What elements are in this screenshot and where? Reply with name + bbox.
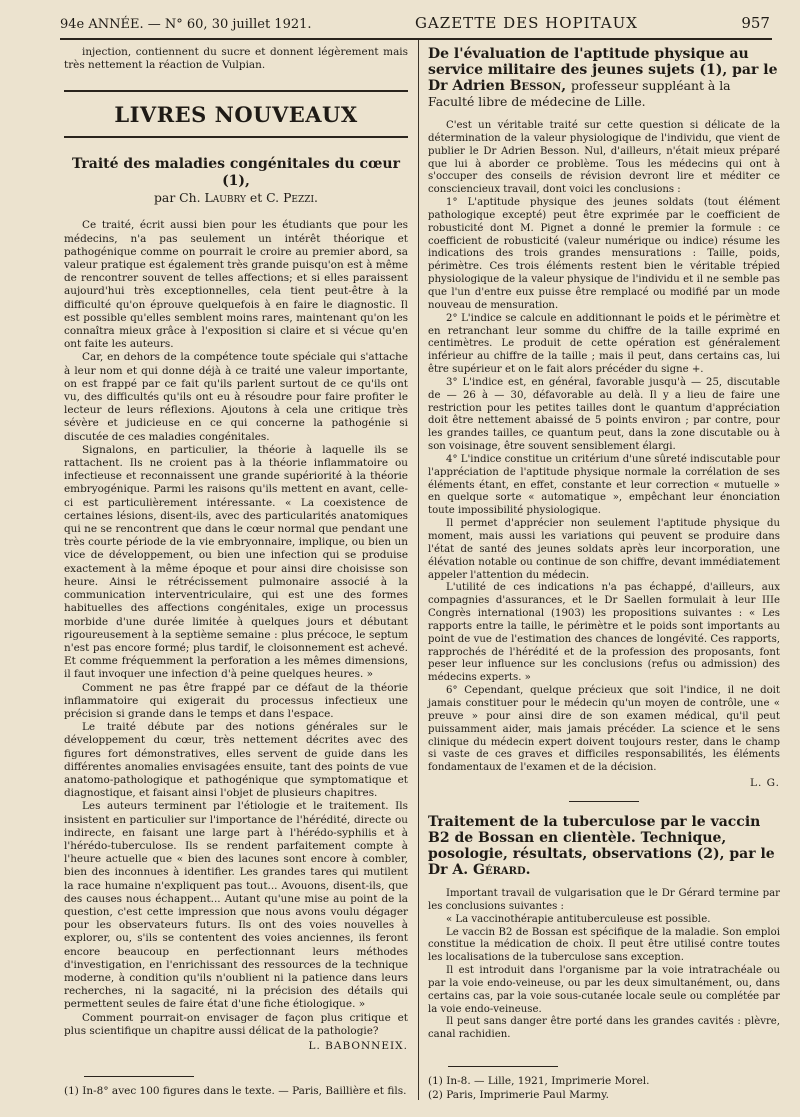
review-paragraph: Le traité débute par des notions générales sur le développement du cœur, très nettement décrites avec des figures fort démonstratives, elles servent de guide dans les différentes anomalies envisagées ensuite, tant des points de vue anatomo-pathologique et pathogénique que symptomatique et diagnostique, et faisant ainsi l'objet de plusieurs chapitres. [64,721,408,800]
review-paragraph: 4° L'indice constitue un critérium d'une sûreté indiscutable pour l'appréciation de l'aptitude physique normale la corrélation de ses éléments étant, en effet, constante et leur correction « mutuelle » en quelque sorte « automatique », empêchant leur énonciation toute impossibilité physiologique. [428,453,780,517]
review-title-text: De l'évaluation de l'aptitude physique au service militaire des jeunes sujets (1), par le Dr Adrien [428,46,778,94]
signature: L. G. [750,777,780,790]
review-title-tuberculose [428,814,780,878]
review-paragraph: Car, en dehors de la compétence toute spéciale qui s'attache à leur nom et qui donne déjà à ce traité une valeur importante, on est frappé par ce fait qu'ils parlent surtout de ce qu'ils ont vu, des difficultés qu'ils ont eu à résoudre pour faire profiter le lecteur de leurs réflexions. Ajoutons à cela une critique très sévère et judicieuse en ce qui concerne la pathogénie si discutée de ces maladies congénitales. [64,351,408,443]
footnote: (2) Paris, Imprimerie Paul Marmy. [428,1088,609,1101]
authors-mid: et C. [249,190,280,206]
page-number: 957 [741,14,770,32]
review-paragraph: Il peut sans danger être porté dans les grandes cavités : plèvre, canal rachidien. [428,1016,780,1041]
review-title-aptitude [428,46,780,110]
review-paragraph: 1° L'aptitude physique des jeunes soldats (tout élément pathologique excepté) peut être exprimée par le coefficient de robusticité dont M. Pignet a donné le premier la formule : ce coefficient de robusticité (valeur numérique ou indice) résume les indications des trois grandes mensurations : Taille, poids, périmètre. Ces trois éléments restent bien le véritable trépied physiologique de la valeur physique de l'individu et il ne semble pas que l'un d'entre eux puisse être remplacé ou modifié par un mode nouveau de mensuration. [428,197,780,311]
review-paragraph: Comment ne pas être frappé par ce défaut de la théorie inflammatoire qui exigerait du processus infectieux une précision si grande dans le temps et dans l'espace. [64,681,408,720]
separator-rule [569,801,639,802]
footnote: (1) In-8. — Lille, 1921, Imprimerie Morel. [428,1075,650,1088]
review-paragraph: Ce traité, écrit aussi bien pour les étudiants que pour les médecins, n'a pas seulement un intérêt théorique et pathogénique comme on pourrait le croire au premier abord, sa valeur pratique est également très grande puisqu'on est à même de rencontrer souvent de telles affections; et si elles paraissent aujourd'hui très exceptionnelles, cela tient peut-être à la difficulté qu'on éprouve quelquefois à en faire le diagnostic. Il est possible qu'elles semblent moins rares, maintenant qu'on les connaîtra mieux grâce à l'exposition si claire et si vécue qu'en ont faite les auteurs. [64,219,408,351]
book-authors [64,190,408,205]
review-paragraph: C'est un véritable traité sur cette question si délicate de la détermination de la valeur physiologique de l'individu, que vient de publier le Dr Adrien Besson. Nul, d'ailleurs, n'était mieux préparé que lui à aborder ce problème. Tous les médecins qui ont à s'occuper des conseils de révision devront lire et méditer ce consciencieux travail, dont voici les conclusions : [428,120,780,196]
footnote-rule [448,1066,558,1067]
review-paragraph: Les auteurs terminent par l'étiologie et le traitement. Ils insistent en particulier sur l'importance de l'hérédité, directe ou indirecte, en faisant une large part à l'hérédo-syphilis et à l'hérédo-tuberculose. Ils se rendent parfaitement compte à l'heure actuelle que « bien des lacunes sont encore à combler, bien des inconnues à identifier. Les grandes tares qui mutilent la race humaine n'expliquent pas tout... Avouons, disent-ils, que des causes nous échappent... Autant qu'une mise au point de la question, c'est cette impression que nous avons voulu dégager pour les observateurs futurs. Ils ont des voies nouvelles à explorer, ou, s'ils se contentent des voies anciennes, ils feront encore beaucoup en perfectionnant leurs méthodes d'investigation, en l'enrichissant des ressources de la technique moderne, à condition qu'ils n'oublient ni la patience dans leurs recherches, ni la sagacité, ni la précision des détails qui permettent seules de faire état d'une fiche étiologique. » [64,800,408,1011]
review-paragraph: Le vaccin B2 de Bossan est spécifique de la maladie. Son emploi constitue la médication de choix. Il peut être utilisé contre toutes les localisations de la tuberculose sans exception. [428,926,780,964]
section-title: LIVRES NOUVEAUX [64,90,408,138]
left-column [64,46,408,1099]
column-divider [418,40,419,1100]
journal-name: GAZETTE DES HOPITAUX [414,14,638,32]
review-paragraph: Signalons, en particulier, la théorie à laquelle ils se rattachent. Ils ne croient pas à la théorie inflammatoire ou infectieuse et reconnaissent une grande supériorité à la théorie embryogénique. Parmi les raisons qu'ils mettent en avant, celle-ci est particulièrement intéressante. « La coexistence de certaines lésions, disent-ils, avec des particularités anatomiques qui ne se rencontrent que dans le cœur normal que pendant une très courte période de la vie embryonnaire, implique, ou bien un vice de développement, ou bien une infection qui se produise exactement à la même époque et pour ainsi dire choisisse son heure. Ainsi le rétrécissement pulmonaire associé à la communication interventriculaire, qui est une des formes habituelles des affections congénitales, exige un processus morbide d'une durée limitée à quelques jours et débutant rigoureusement à la septième semaine : plus précoce, le septum n'est pas encore formé; plus tardif, le cloisonnement est achevé. Et comme fréquemment la perforation a les mêmes dimensions, il faut invoquer une infection d'à peine quelques heures. » [64,443,408,681]
review-paragraph: Comment pourrait-on envisager de façon plus critique et plus scientifique un chapitre aussi délicat de la pathologie? [64,1011,408,1037]
author-laubry: Laubry [204,190,246,206]
author-gerard: Gérard. [473,862,531,879]
issue-info: 94e ANNÉE. — N° 60, 30 juillet 1921. [60,17,312,32]
review-paragraph: Il est introduit dans l'organisme par la voie intratrachéale ou par la voie endo-veineuse, ou par les deux simultanément, ou, dans certains cas, par la voie sous-cutanée locale seule ou complétée par la voie endo-veineuse. [428,965,780,1015]
authors-prefix: par Ch. [154,190,201,206]
author-pezzi: Pezzi. [283,190,318,206]
review-title-text: Traitement de la tuberculose par le vaccin B2 de Bossan en clientèle. Technique, posologie, résultats, observations (2), par le Dr A. [428,814,775,879]
review-paragraph: 2° L'indice se calcule en additionnant le poids et le périmètre et en retranchant leur somme du chiffre de la taille exprimé en centimètres. Le produit de cette opération est généralement inférieur au chiffre de la taille ; mais il peut, dans certains cas, lui être supérieur et on le fait alors précéder du signe +. [428,312,780,376]
review-paragraph: Important travail de vulgarisation que le Dr Gérard termine par les conclusions suivantes : [428,888,780,912]
review-paragraph: « La vaccinothérapie antituberculeuse est possible. [446,913,711,925]
review-paragraph: Il permet d'apprécier non seulement l'aptitude physique du moment, mais aussi les variations qui peuvent se produire dans l'état de santé des jeunes soldats après leur incorporation, une élévation notable ou continue de son chiffre, devant immédiatement appeler l'attention du médecin. [428,518,780,581]
book-title: Traité des maladies congénitales du cœur (1), [72,156,400,190]
footnote-rule [84,1076,194,1077]
intro-paragraph: injection, contiennent du sucre et donnent légèrement mais très nettement la réaction de Vulpian. [64,46,408,72]
page-header [60,14,770,36]
header-rule [60,38,772,40]
review-paragraph: L'utilité de ces indications n'a pas échappé, d'ailleurs, aux compagnies d'assurances, et le Dr Saellen formulait à leur IIIe Congrès international (1903) les propositions suivantes : « Les rapports entre la taille, le périmètre et le poids sont importants au point de vue de l'estimation des chances de longévité. Ces rapports, rapprochés de l'hérédité et de la profession des proposants, font peser leur influence sur les conclusions (refus ou admission) des médecins experts. » [428,582,780,684]
author-besson: Besson, [509,78,567,94]
review-paragraph: 6° Cependant, quelque précieux que soit l'indice, il ne doit jamais constituer pour le médecin qu'un moyen de contrôle, une « preuve » pour ainsi dire de son examen médical, qu'il peut puissamment aider, mais jamais précéder. La science et le sens clinique du médecin expert doivent toujours rester, dans le champ si vaste de ces graves et difficiles responsabilités, les éléments fondamentaux de l'examen et de la décision. [428,685,780,774]
author-affiliation: professeur suppléant à la Faculté libre de médecine de Lille. [428,78,731,109]
right-column [428,46,780,1102]
signature: L. BABONNEIX. [308,1040,408,1052]
footnote: (1) In-8° avec 100 figures dans le texte. — Paris, Baillière et fils. [64,1085,407,1097]
review-paragraph: 3° L'indice est, en général, favorable jusqu'à — 25, discutable de — 26 à — 30, défavorable au delà. Il y a lieu de faire une restriction pour les petites tailles dont le quantum d'appréciation doit être nettement abaissé de 5 points environ ; par contre, pour les grandes tailles, ce quantum peut, dans la zone discutable ou à son voisinage, être souvent sensiblement élargi. [428,376,780,453]
